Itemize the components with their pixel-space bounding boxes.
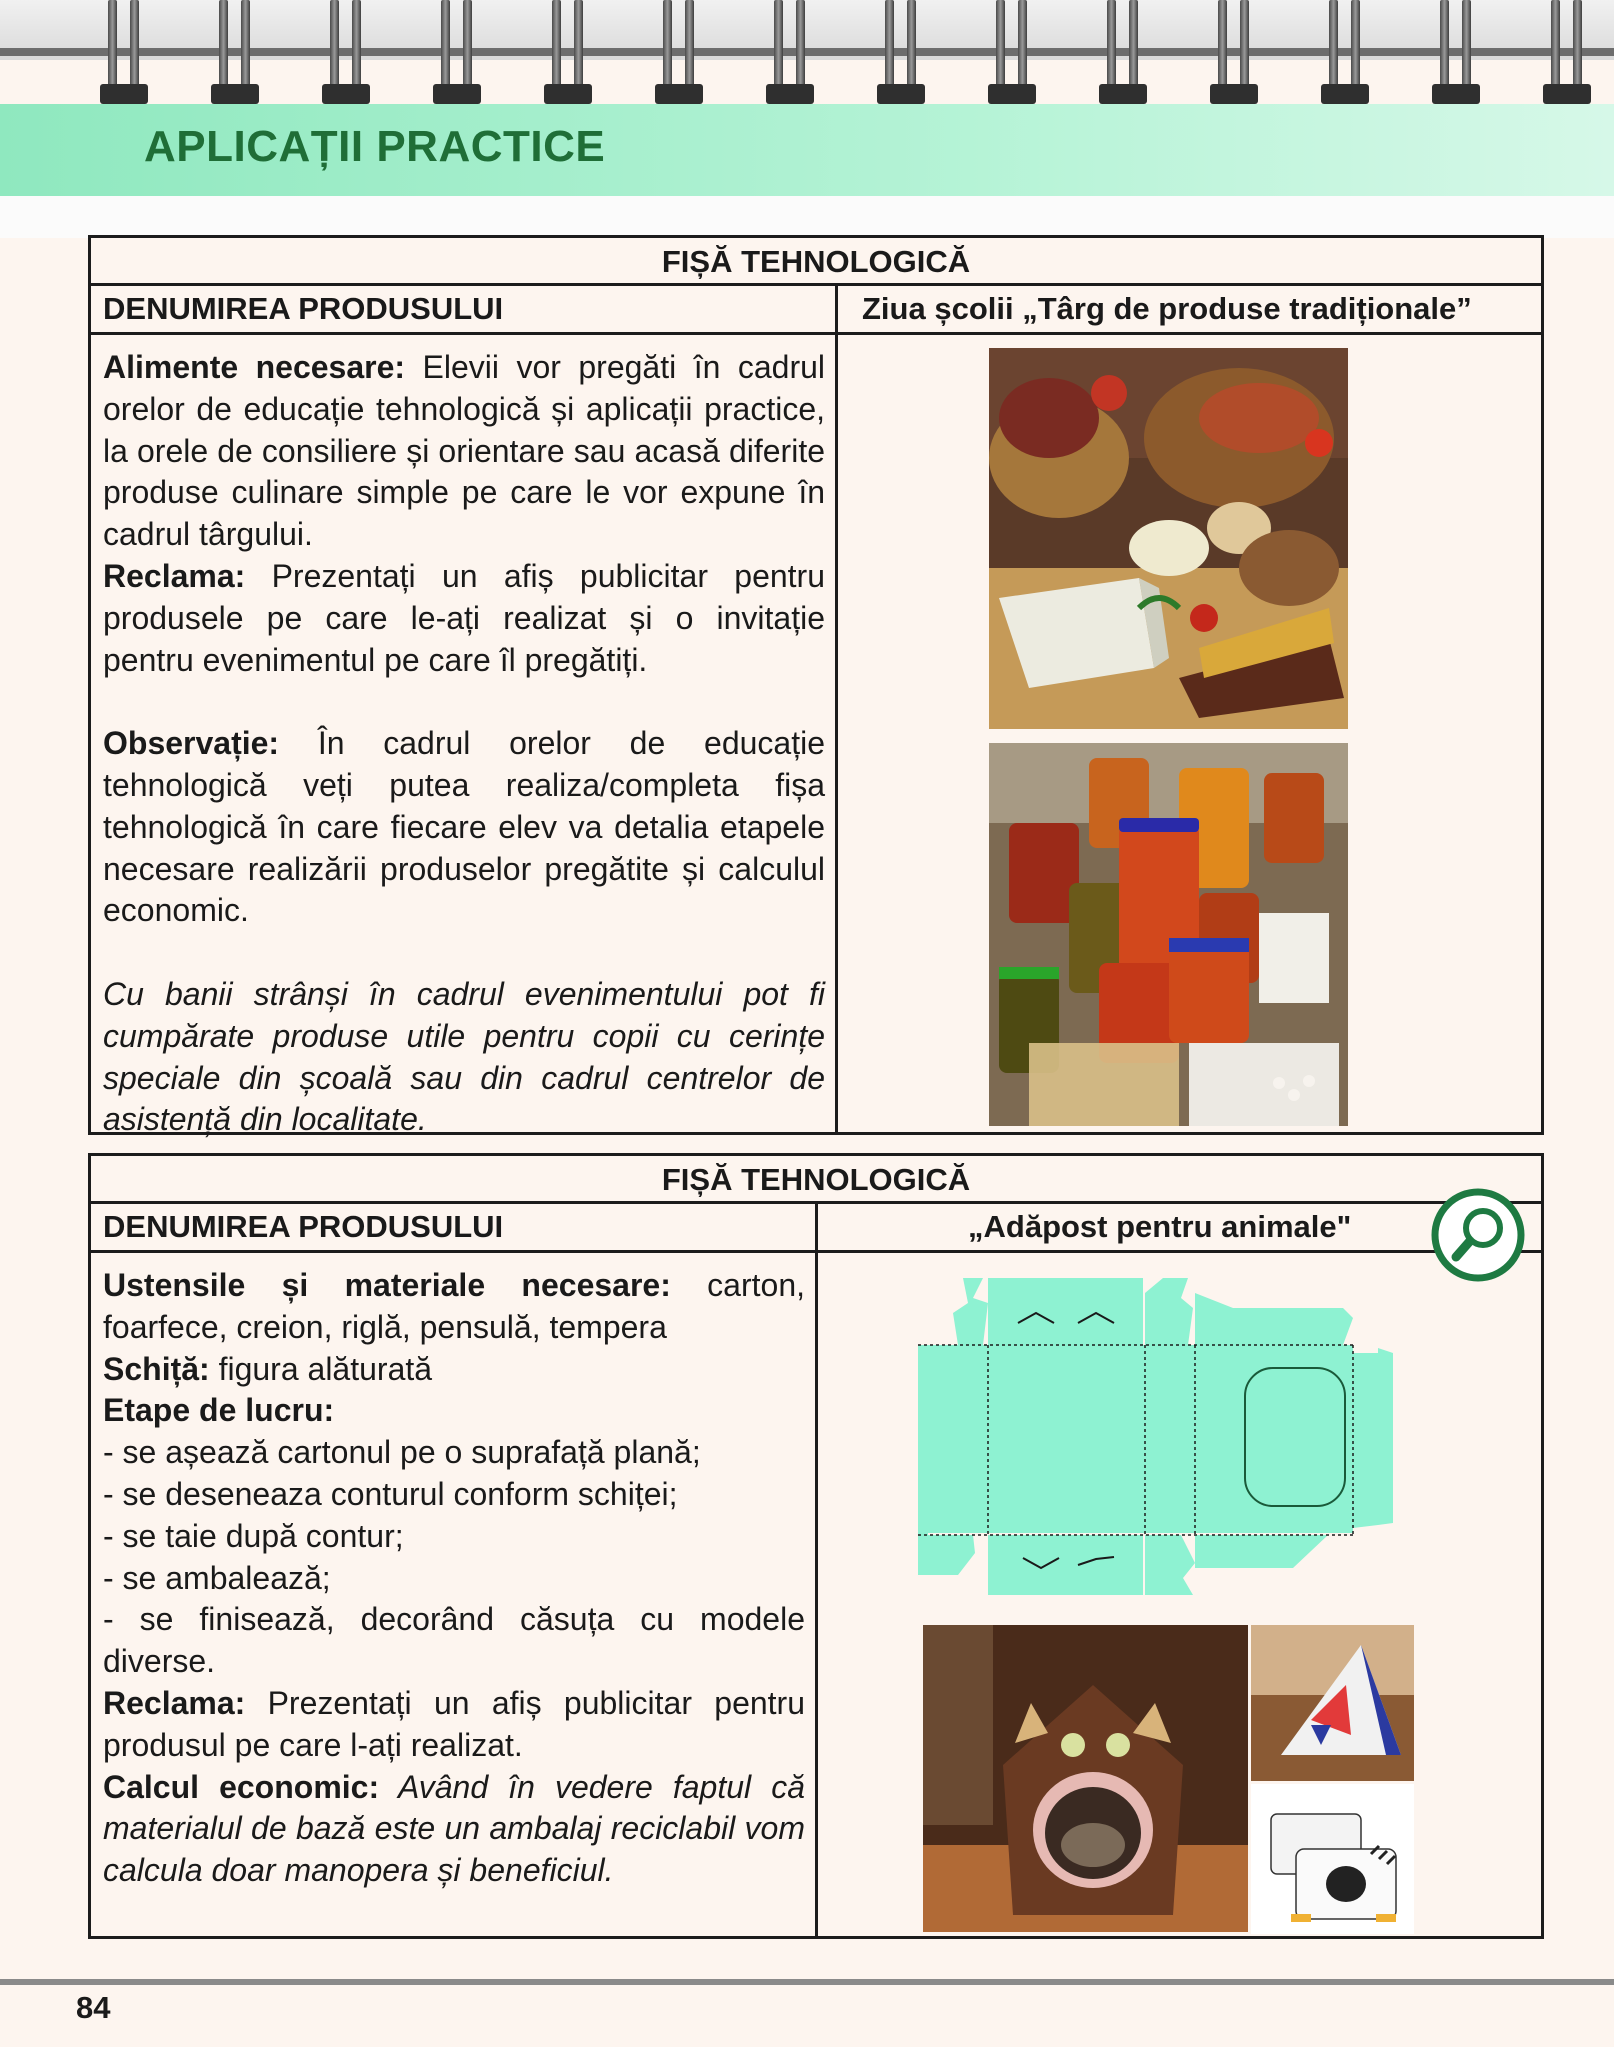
sheet-header-row [91,286,1541,335]
binder-ring [1321,0,1369,106]
sketch-paragraph [103,1349,805,1391]
product-name-label: DENUMIREA PRODUSULUI [91,286,838,332]
binder-ring [1099,0,1147,106]
binder-ring [1432,0,1480,106]
binder-ring [877,0,925,106]
page-number: 84 [76,1990,111,2025]
footer-line [0,1979,1614,1985]
step-item: - se deseneaza conturul conform schiței; [103,1475,678,1512]
product-name-value: Ziua școlii „Târg de produse tradiționale” [862,291,1472,326]
sheet-title: FIȘĂ TEHNOLOGICĂ [91,1156,1541,1204]
sheet-photos [838,335,1541,1134]
observation-label: Observație: [103,725,280,762]
tech-sheet-2 [88,1153,1544,1939]
ribbon-shadow [0,196,1614,238]
traditional-food-photo [989,348,1348,729]
binder-ring [1210,0,1258,106]
charity-paragraph: Cu banii strânși în cadrul evenimentului pot fi cumpărate produse utile pentru copii cu cerințe speciale din școală sau din cadrul centrelor de asistență din localitate. [103,975,825,1138]
ingredients-text: Elevii vor pregăti în cadrul orelor de educație tehnologică și aplicații practice, la orele de consiliere și orientare sau acasă diferite produse culinare simple pe care le vor expune în cadrul târgului. [103,349,825,553]
honey-jars-photo [989,743,1348,1126]
materials-paragraph [103,1265,805,1349]
binder-ring [655,0,703,106]
binder-ring [544,0,592,106]
advert-label: Reclama: [103,557,246,594]
binder-ring [211,0,259,106]
ingredients-paragraph [103,347,825,556]
sheet-body [91,1253,1541,1939]
dog-house-photo [1251,1784,1414,1934]
step-item: - se așează cartonul pe o suprafață plană; [103,1434,701,1471]
binder-ring [988,0,1036,106]
pyramid-house-photo [1251,1625,1414,1781]
economic-paragraph [103,1767,805,1892]
observation-paragraph [103,723,825,932]
product-name-value: „Adăpost pentru animale" [968,1209,1352,1244]
sheet-body [91,335,1541,1138]
sketch-text: figura alăturată [209,1350,433,1387]
advert-paragraph [103,1683,805,1767]
steps-label: Etape de lucru: [103,1392,335,1429]
binder-ring [1543,0,1591,106]
binder-ring [322,0,370,106]
ingredients-label: Alimente necesare: [103,349,406,385]
materials-label: Ustensile și materiale necesare: [103,1267,671,1303]
step-item: - se finisează, decorând căsuța cu modele diverse. [103,1601,805,1680]
product-name-label: DENUMIREA PRODUSULUI [91,1204,818,1250]
cat-house-photo [923,1625,1248,1932]
search-icon [1431,1188,1525,1282]
economic-label: Calcul economic: [103,1768,380,1805]
advert-text: Prezentați un afiș publicitar pentru produsele pe care le-ați realizat și o invitație pentru evenimentul pe care îl pregătiți. [103,557,825,678]
sketch-label: Schiță: [103,1350,210,1387]
tech-sheet-1 [88,235,1544,1138]
advert-text: Prezentați un afiș publicitar pentru produsul pe care l-ați realizat. [103,1684,805,1763]
box-template-sketch [913,1273,1438,1603]
binder-ring [433,0,481,106]
binder-ring [100,0,148,106]
materials-text: carton, foarfece, creion, riglă, pensulă, tempera [103,1267,806,1345]
advert-label: Reclama: [103,1684,246,1721]
steps-paragraph [103,1390,805,1432]
observation-text: În cadrul orelor de educație tehnologică veți putea realiza/completa fișa tehnologică în care fiecare elev va detalia etapele necesare realizării produselor pregătite și calculul economic. [103,725,825,929]
advert-paragraph [103,556,825,681]
sheet-title: FIȘĂ TEHNOLOGICĂ [91,238,1541,286]
sheet-description [91,1253,818,1939]
binder-ring [766,0,814,106]
sheet-figures [818,1253,1541,1939]
sheet-description [91,335,838,1138]
sheet-header-row [91,1204,1541,1253]
step-item: - se ambalează; [103,1559,331,1596]
economic-text: Având în vedere faptul că materialul de bază este un ambalaj reciclabil vom calcula doar manopera și beneficiul. [103,1768,806,1889]
section-title: APLICAȚII PRACTICE [144,122,606,171]
step-item: - se taie după contur; [103,1517,404,1554]
